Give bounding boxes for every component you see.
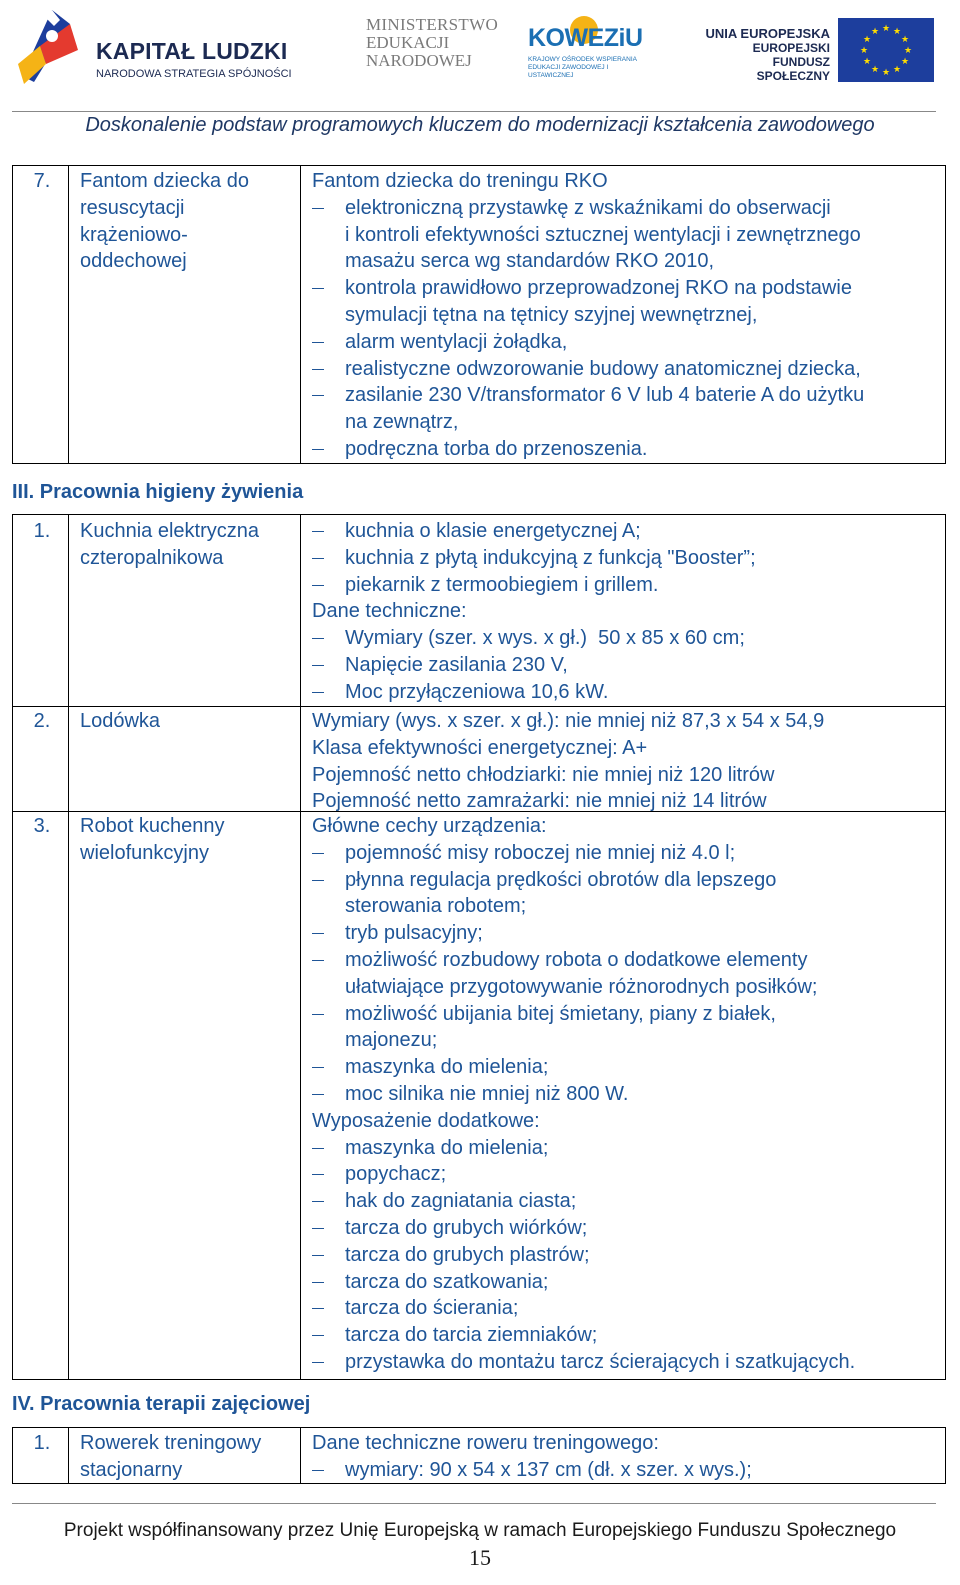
item-description (312, 1430, 942, 1484)
eu-line-1: UNIA EUROPEJSKA (705, 26, 830, 41)
bullet-line: maszynka do mielenia; (345, 1056, 549, 1079)
dash-bullet-icon (312, 1148, 324, 1149)
description-subtitle: Dane techniczne: (312, 600, 467, 623)
bullet-line: sterowania robotem; (345, 895, 527, 918)
item-name-line: resuscytacji (80, 196, 185, 219)
dash-bullet-icon (312, 1362, 324, 1363)
dash-bullet-icon (312, 395, 324, 396)
dash-bullet-icon (312, 1094, 324, 1095)
dash-bullet-icon (312, 665, 324, 666)
bullet-line: alarm wentylacji żołądka, (345, 330, 568, 353)
svg-text:★: ★ (870, 27, 880, 37)
ministry-line-1: MINISTERSTWO (366, 15, 499, 34)
ministry-line-2: EDUKACJI (366, 33, 450, 52)
bullet-item (312, 518, 942, 545)
bullet-item (312, 652, 942, 679)
bullet-line: maszynka do mielenia; (345, 1136, 549, 1159)
row-number: 1. (33, 520, 51, 542)
item-name-line: oddechowej (80, 250, 187, 273)
dash-bullet-icon (312, 1201, 324, 1202)
bullet-line: elektroniczną przystawkę z wskaźnikami do obserwacji (345, 196, 831, 219)
item-description (312, 168, 942, 463)
spec-line: Klasa efektywności energetycznej: A+ (312, 736, 648, 759)
bullet-line: piekarnik z termoobiegiem i grillem. (345, 573, 659, 596)
bullet-line: i kontroli efektywności sztucznej wentylacji i zewnętrznego (345, 223, 861, 246)
bullet-item (312, 329, 942, 356)
eu-line-3: FUNDUSZ SPOŁECZNY (756, 55, 830, 83)
section-heading: III. Pracownia higieny żywienia (12, 481, 304, 503)
bullet-line: tryb pulsacyjny; (345, 922, 483, 945)
bullet-item (312, 1322, 942, 1349)
dash-bullet-icon (312, 853, 324, 854)
bullet-line: tarcza do szatkowania; (345, 1270, 549, 1293)
dash-bullet-icon (312, 531, 324, 532)
bullet-line: Napięcie zasilania 230 V, (345, 653, 568, 676)
row-number: 1. (33, 1432, 51, 1454)
bullet-line: moc silnika nie mniej niż 800 W. (345, 1082, 629, 1105)
item-name-line: stacjonarny (80, 1458, 183, 1481)
dash-bullet-icon (312, 449, 324, 450)
bullet-item (312, 1135, 942, 1162)
dash-bullet-icon (312, 1174, 324, 1175)
dash-bullet-icon (312, 692, 324, 693)
kowezu-name: KOWEZiU (528, 24, 643, 52)
spec-line: Wymiary (wys. x szer. x gł.): nie mniej niż 87,3 x 54 x 54,9 (312, 710, 825, 732)
bullet-item (312, 1269, 942, 1296)
item-name-line: Robot kuchenny (80, 815, 225, 837)
dash-bullet-icon (312, 1308, 324, 1309)
svg-text:★: ★ (892, 65, 902, 75)
bullet-line: podręczna torba do przenoszenia. (345, 437, 648, 460)
bullet-item (312, 1081, 942, 1108)
svg-text:★: ★ (859, 46, 869, 56)
bullet-item (312, 436, 942, 463)
svg-text:★: ★ (862, 35, 872, 45)
bullet-item (312, 275, 942, 329)
dash-bullet-icon (312, 1335, 324, 1336)
bullet-item (312, 840, 942, 867)
item-name: Lodówka (80, 710, 161, 732)
dash-bullet-icon (312, 1470, 324, 1471)
dash-bullet-icon (312, 558, 324, 559)
bullet-line: możliwość ubijania bitej śmietany, piany z białek, (345, 1002, 776, 1025)
section-heading: IV. Pracownia terapii zajęciowej (12, 1393, 311, 1415)
document-subtitle: Doskonalenie podstaw programowych kluczem do modernizacji kształcenia zawodowego (85, 114, 875, 136)
item-name (80, 168, 295, 275)
bullet-line: zasilanie 230 V/transformator 6 V lub 4 baterie A do użytku (345, 384, 865, 407)
svg-text:★: ★ (881, 24, 891, 34)
dash-bullet-icon (312, 208, 324, 209)
item-name (80, 813, 295, 867)
ministry-line-3: NARODOWEJ (366, 51, 472, 70)
bullet-item (312, 1457, 942, 1484)
bullet-item (312, 545, 942, 572)
row-number: 7. (33, 170, 51, 192)
svg-text:★: ★ (892, 27, 902, 37)
bullet-line: realistyczne odwzorowanie budowy anatomicznej dziecka, (345, 357, 861, 380)
bullet-item (312, 1295, 942, 1322)
item-name (80, 1430, 295, 1484)
bullet-line: ułatwiające przygotowywanie różnorodnych posiłków; (345, 975, 818, 998)
dash-bullet-icon (312, 960, 324, 961)
bullet-item (312, 947, 942, 1001)
dash-bullet-icon (312, 1067, 324, 1068)
bullet-line: tarcza do tarcia ziemniaków; (345, 1324, 598, 1347)
bullet-line: możliwość rozbudowy robota o dodatkowe elementy (345, 948, 808, 971)
bullet-line: wymiary: 90 x 54 x 137 cm (dł. x szer. x wys.); (345, 1458, 752, 1481)
description-title: Dane techniczne roweru treningowego: (312, 1432, 659, 1454)
bullet-item (312, 679, 942, 706)
item-name-line: wielofunkcyjny (80, 841, 209, 864)
dash-bullet-icon (312, 638, 324, 639)
bullet-line: tarcza do ścierania; (345, 1297, 519, 1320)
item-name-line: czteropalnikowa (80, 546, 224, 569)
bullet-line: kontrola prawidłowo przeprowadzonej RKO na podstawie (345, 277, 852, 300)
description-subtitle: Główne cechy urządzenia: (312, 815, 547, 837)
bullet-line: pojemność misy roboczej nie mniej niż 4.0 l; (345, 841, 736, 864)
item-description (312, 708, 942, 815)
bullet-item (312, 1188, 942, 1215)
bullet-line: hak do zagniatania ciasta; (345, 1190, 577, 1213)
bullet-line: symulacji tętna na tętnicy szyjnej wewnętrznej, (345, 303, 758, 326)
bullet-line: Wymiary (szer. x wys. x gł.) 50 x 85 x 60 cm; (345, 627, 745, 650)
item-name (80, 518, 295, 572)
svg-text:★: ★ (903, 46, 913, 56)
item-description (312, 813, 942, 1376)
dash-bullet-icon (312, 288, 324, 289)
dash-bullet-icon (312, 880, 324, 881)
dash-bullet-icon (312, 585, 324, 586)
bullet-item (312, 920, 942, 947)
item-name-line: Fantom dziecka do (80, 170, 249, 192)
dash-bullet-icon (312, 342, 324, 343)
kapital-ludzki-subtitle: NARODOWA STRATEGIA SPÓJNOŚCI (96, 68, 292, 80)
page-number: 15 (469, 1545, 491, 1570)
bullet-item (312, 356, 942, 383)
bullet-line: płynna regulacja prędkości obrotów dla lepszego (345, 868, 777, 891)
spec-line: Pojemność netto zamrażarki: nie mniej niż 14 litrów (312, 790, 767, 813)
svg-text:★: ★ (862, 57, 872, 67)
dash-bullet-icon (312, 1282, 324, 1283)
bullet-item (312, 382, 942, 436)
dash-bullet-icon (312, 1014, 324, 1015)
bullet-item (312, 625, 942, 652)
bullet-item (312, 1054, 942, 1081)
bullet-line: na zewnątrz, (345, 411, 459, 434)
bullet-item (312, 195, 942, 275)
bullet-line: Moc przyłączeniowa 10,6 kW. (345, 680, 609, 703)
dash-bullet-icon (312, 369, 324, 370)
bullet-item (312, 1001, 942, 1055)
bullet-line: tarcza do grubych wiórków; (345, 1216, 588, 1239)
item-name-line: Rowerek treningowy (80, 1432, 262, 1454)
description-subtitle: Wyposażenie dodatkowe: (312, 1109, 540, 1132)
bullet-item (312, 1349, 942, 1376)
bullet-item (312, 1215, 942, 1242)
kowezu-subtitle: KRAJOWY OŚRODEK WSPIERANIA EDUKACJI ZAWODOWEJ I USTAWICZNEJ (528, 56, 637, 79)
item-name-line: krążeniowo- (80, 223, 188, 246)
svg-text:★: ★ (900, 57, 910, 67)
bullet-line: majonezu; (345, 1029, 438, 1052)
dash-bullet-icon (312, 933, 324, 934)
svg-text:★: ★ (900, 35, 910, 45)
bullet-line: kuchnia o klasie energetycznej A; (345, 520, 641, 542)
bullet-item (312, 867, 942, 921)
svg-text:★: ★ (881, 68, 891, 78)
bullet-line: przystawka do montażu tarcz ścierających i szatkujących. (345, 1350, 856, 1373)
row-number: 2. (33, 710, 51, 732)
eu-line-2: EUROPEJSKI (752, 41, 830, 55)
bullet-line: popychacz; (345, 1163, 447, 1186)
bullet-line: tarcza do grubych plastrów; (345, 1243, 590, 1266)
footer-rule (12, 1503, 936, 1504)
kapital-ludzki-title: KAPITAŁ LUDZKI (96, 38, 288, 64)
description-title: Fantom dziecka do treningu RKO (312, 170, 608, 192)
row-number: 3. (33, 815, 51, 837)
bullet-line: masażu serca wg standardów RKO 2010, (345, 250, 715, 273)
bullet-item (312, 1242, 942, 1269)
bullet-item (312, 1161, 942, 1188)
item-description (312, 518, 942, 706)
bullet-item (312, 572, 942, 599)
spec-line: Pojemność netto chłodziarki: nie mniej niż 120 litrów (312, 763, 775, 786)
svg-text:★: ★ (870, 65, 880, 75)
footer-text: Projekt współfinansowany przez Unię Europejską w ramach Europejskiego Funduszu Społecznego (63, 1520, 897, 1541)
item-name-line: Kuchnia elektryczna (80, 520, 259, 542)
dash-bullet-icon (312, 1228, 324, 1229)
bullet-line: kuchnia z płytą indukcyjną z funkcją "Booster”; (345, 546, 756, 569)
dash-bullet-icon (312, 1255, 324, 1256)
